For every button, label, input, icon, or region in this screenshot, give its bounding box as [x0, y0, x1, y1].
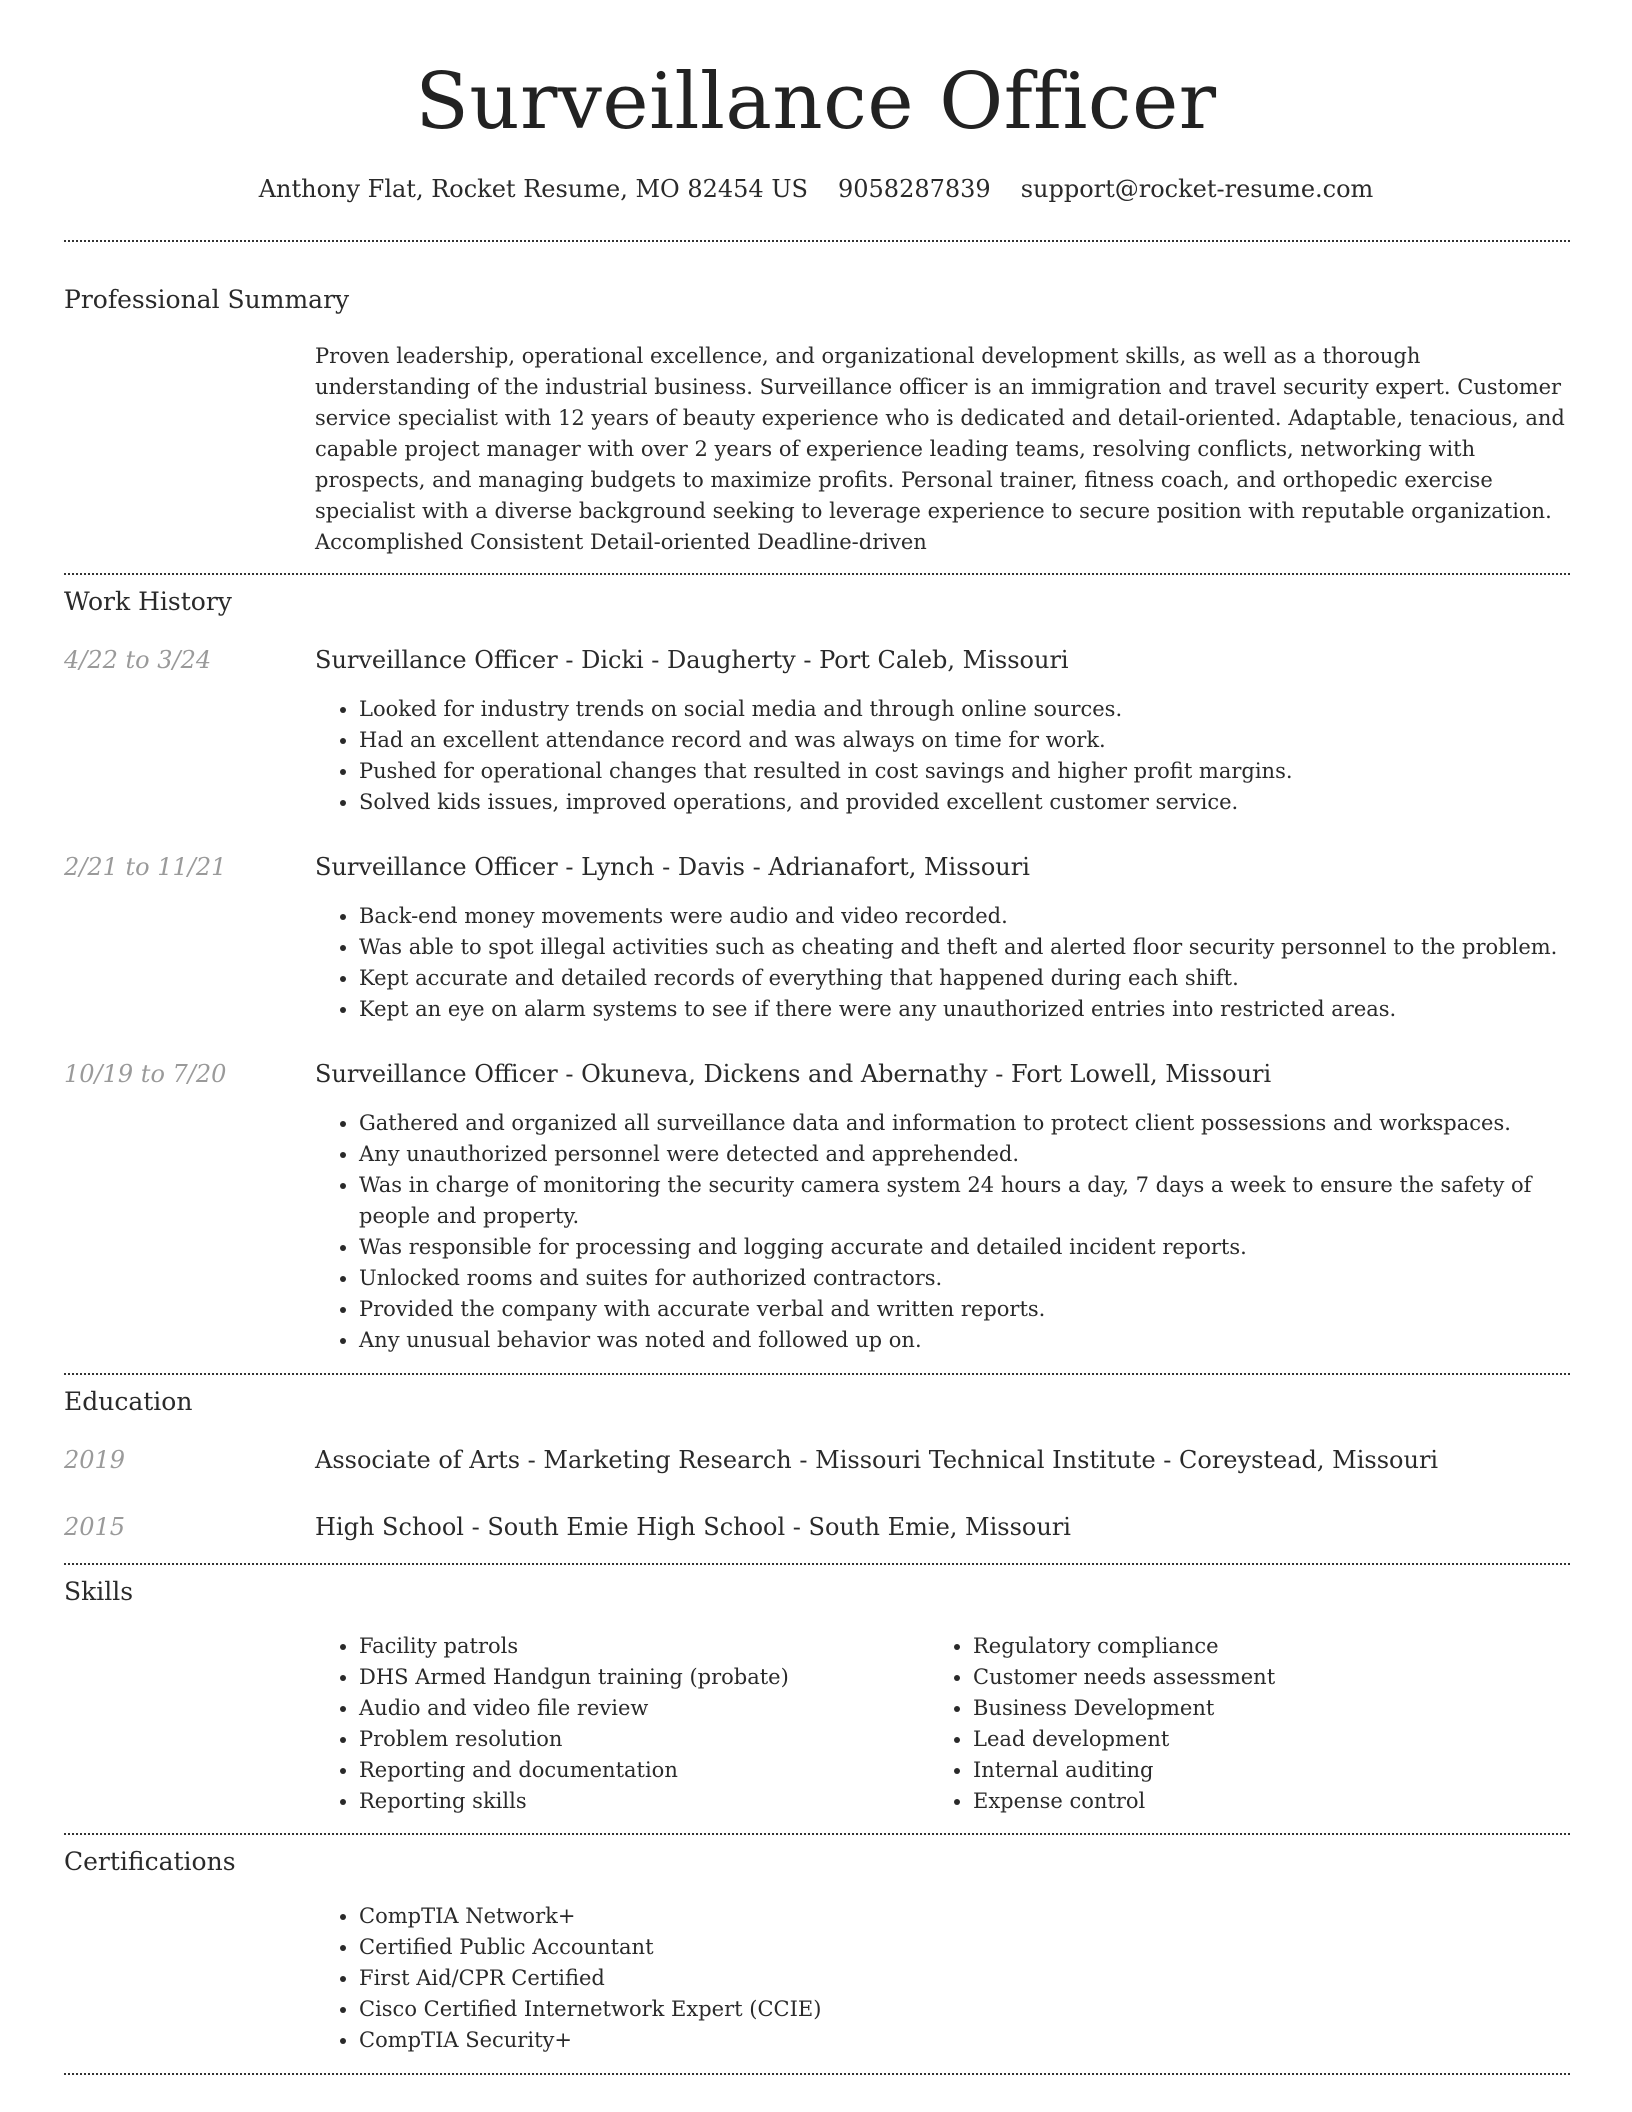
list-item: • Kept an eye on alarm systems to see if there were any unauthorized entries into restricted areas.	[359, 994, 1570, 1025]
education-year: 2019	[64, 1446, 126, 1474]
list-item: • Back-end money movements were audio and video recorded.	[359, 901, 1570, 932]
list-item: • Pushed for operational changes that resulted in cost savings and higher profit margins.	[359, 756, 1570, 787]
job-bullets	[315, 694, 1570, 818]
list-item: • Unlocked rooms and suites for authorized contractors.	[359, 1263, 1570, 1294]
job-dates: 4/22 to 3/24	[64, 646, 212, 674]
list-item: • Reporting skills	[359, 1786, 915, 1817]
education-details: - South Emie High School - South Emie, Missouri	[463, 1513, 1071, 1541]
skills-list-right	[929, 1631, 1569, 1817]
list-item: • Lead development	[973, 1724, 1569, 1755]
job-dates: 2/21 to 11/21	[64, 853, 227, 881]
divider	[64, 573, 1570, 575]
list-item: • Was in charge of monitoring the security camera system 24 hours a day, 7 days a week to ensure the safety of people and property.	[359, 1170, 1570, 1232]
education-details: - Marketing Research - Missouri Technical Institute - Coreystead, Missouri	[520, 1446, 1439, 1474]
list-item: • Facility patrols	[359, 1631, 915, 1662]
list-item: • Expense control	[973, 1786, 1569, 1817]
list-item: • Internal auditing	[973, 1755, 1569, 1786]
list-item: • Was able to spot illegal activities such as cheating and theft and alerted floor security personnel to the problem.	[359, 932, 1570, 963]
resume-title: Surveillance Officer	[415, 57, 1217, 147]
contact-email: support@rocket-resume.com	[1020, 175, 1374, 203]
list-item: • Cisco Certified Internetwork Expert (CCIE)	[359, 1994, 1570, 2025]
section-heading-certifications: Certifications	[64, 1847, 236, 1876]
contact-line	[0, 170, 1632, 208]
list-item: • Provided the company with accurate verbal and written reports.	[359, 1294, 1570, 1325]
list-item: • Gathered and organized all surveillance data and information to protect client possessions and workspaces.	[359, 1108, 1570, 1139]
job-title: Surveillance Officer - Okuneva, Dickens and Abernathy - Fort Lowell, Missouri	[315, 1060, 1272, 1088]
contact-address: Anthony Flat, Rocket Resume, MO 82454 US	[258, 175, 808, 203]
list-item: • First Aid/CPR Certified	[359, 1963, 1570, 1994]
list-item: • Had an excellent attendance record and was always on time for work.	[359, 725, 1570, 756]
certifications-list	[315, 1901, 1570, 2056]
education-degree: Associate of Arts	[315, 1446, 521, 1474]
divider	[64, 1833, 1570, 1835]
job-bullets	[315, 901, 1570, 1025]
section-heading-skills: Skills	[64, 1577, 134, 1606]
list-item: • Any unusual behavior was noted and followed up on.	[359, 1325, 1570, 1356]
job-dates: 10/19 to 7/20	[64, 1060, 227, 1088]
education-year: 2015	[64, 1513, 126, 1541]
divider	[64, 1563, 1570, 1565]
list-item: • DHS Armed Handgun training (probate)	[359, 1662, 915, 1693]
section-heading-work: Work History	[64, 587, 232, 616]
list-item: • Looked for industry trends on social media and through online sources.	[359, 694, 1570, 725]
section-heading-education: Education	[64, 1387, 193, 1416]
contact-phone: 9058287839	[837, 175, 991, 203]
education-entry	[315, 1443, 1570, 1477]
divider	[64, 2073, 1570, 2075]
list-item: • Any unauthorized personnel were detected and apprehended.	[359, 1139, 1570, 1170]
list-item: • Certified Public Accountant	[359, 1932, 1570, 1963]
list-item: • Customer needs assessment	[973, 1662, 1569, 1693]
education-entry	[315, 1510, 1570, 1544]
list-item: • Business Development	[973, 1693, 1569, 1724]
education-degree: High School	[315, 1513, 464, 1541]
list-item: • Was responsible for processing and logging accurate and detailed incident reports.	[359, 1232, 1570, 1263]
summary-text: Proven leadership, operational excellence, and organizational development skills, as well as a thorough understanding of the industrial business. Surveillance officer is an immigration and travel security expert. Customer service specialist with 12 years of beauty experience who is dedicated and detail-oriented. Adaptable, tenacious, and capable project manager with over 2 years of experience leading teams, resolving conflicts, networking with prospects, and managing budgets to maximize profits. Personal trainer, fitness coach, and orthopedic exercise specialist with a diverse background seeking to leverage experience to secure position with reputable organization. Accomplished Consistent Detail-oriented Deadline-driven	[315, 344, 1565, 554]
divider	[64, 240, 1570, 242]
skills-list-left	[315, 1631, 915, 1817]
job-title: Surveillance Officer - Lynch - Davis - Adrianafort, Missouri	[315, 853, 1030, 881]
section-heading-summary: Professional Summary	[64, 285, 350, 314]
list-item: • Problem resolution	[359, 1724, 915, 1755]
list-item: • CompTIA Security+	[359, 2025, 1570, 2056]
job-bullets	[315, 1108, 1570, 1356]
job-title: Surveillance Officer - Dicki - Daugherty - Port Caleb, Missouri	[315, 646, 1069, 674]
list-item: • Audio and video file review	[359, 1693, 915, 1724]
list-item: • Solved kids issues, improved operations, and provided excellent customer service.	[359, 787, 1570, 818]
list-item: • Regulatory compliance	[973, 1631, 1569, 1662]
list-item: • CompTIA Network+	[359, 1901, 1570, 1932]
list-item: • Kept accurate and detailed records of everything that happened during each shift.	[359, 963, 1570, 994]
divider	[64, 1373, 1570, 1375]
list-item: • Reporting and documentation	[359, 1755, 915, 1786]
